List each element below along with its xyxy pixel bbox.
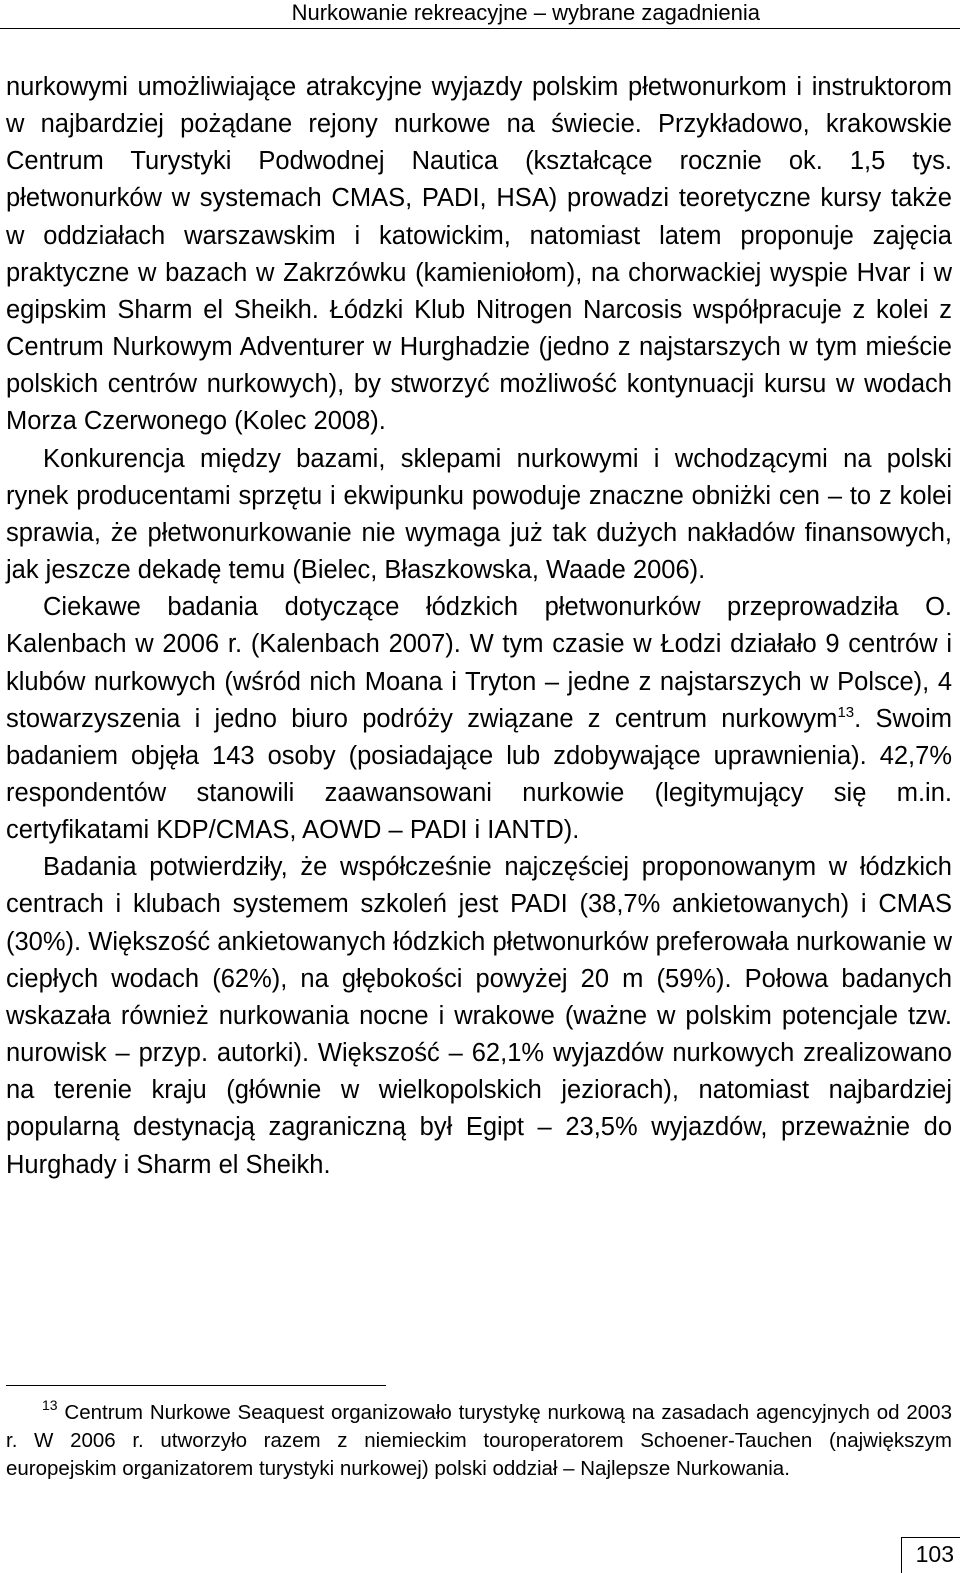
paragraph-2: Konkurencja między bazami, sklepami nurkowymi i wchodzącymi na polski rynek producentami sprzętu i ekwipunku powoduje znaczne obniżki cen – to z kolei sprawia, że płetwonurkowanie nie wymaga już tak dużych nakładów finansowych, jak jeszcze dekadę temu (Bielec, Błaszkowska, Waade 2006). — [6, 444, 952, 585]
paragraph-3 — [6, 589, 952, 849]
paragraph-4: Badania potwierdziły, że współcześnie najczęściej proponowanym w łódzkich centrach i klubach systemem szkoleń jest PADI (38,7% ankietowanych) i CMAS (30%). Większość ankietowanych łódzkich płetwonurków preferowała nurkowanie w ciepłych wodach (62%), na głębokości powyżej 20 m (59%). Połowa badanych wskazała również nurkowania nocne i wrakowe (ważne w polskim potencjale tzw. nurowisk – przyp. autorki). Większość – 62,1% wyjazdów nurkowych zrealizowano na terenie kraju (głównie w wielkopolskich jeziorach), natomiast najbardziej popularną destynacją zagraniczną był Egipt – 23,5% wyjazdów, przeważnie do Hurghady i Sharm el Sheikh. — [6, 853, 952, 1179]
running-header — [0, 0, 960, 29]
paragraph-3-text-end: . Swoim badaniem objęła 143 osoby (posiadające lub zdobywające uprawnienia). 42,7% respondentów stanowili zaawansowani nurkowie (legitymujący się m.in. certyfikatami KDP/CMAS, AOWD – PADI i IANTD). — [6, 704, 953, 845]
body-text — [6, 69, 952, 1184]
paragraph-1: nurkowymi umożliwiające atrakcyjne wyjazdy polskim płetwonurkom i instruktorom w najbardziej pożądane rejony nurkowe na świecie. Przykładowo, krakowskie Centrum Turystyki Podwodnej Nautica (kształcące rocznie ok. 1,5 tys. płetwonurków w systemach CMAS, PADI, HSA) prowadzi teoretyczne kursy także w oddziałach warszawskim i katowickim, natomiast latem proponuje zajęcia praktyczne w bazach w Zakrzówku (kamieniołom), na chorwackiej wyspie Hvar i w egipskim Sharm el Sheikh. Łódzki Klub Nitrogen Narcosis współpracuje z kolei z Centrum Nurkowym Adventurer w Hurghadzie (jedno z najstarszych w tym mieście polskich centrów nurkowych), by stworzyć możliwość kontynuacji kursu w wodach Morza Czerwonego (Kolec 2008). — [6, 73, 952, 436]
footnote-number: 13 — [42, 1397, 58, 1413]
paragraph-3-text-start: Ciekawe badania dotyczące łódzkich płetwonurków przeprowadziła O. Kalenbach w 2006 r. (Kalenbach 2007). W tym czasie w Łodzi działało 9 centrów i klubów nurkowych (wśród nich Moana i Tryton – jedne z najstarszych w Polsce), 4 stowarzyszenia i jedno biuro podróży związane z centrum nurkowym — [6, 593, 952, 733]
footnote — [6, 1399, 952, 1484]
footnote-separator — [6, 1385, 386, 1386]
page-number: 103 — [915, 1541, 954, 1567]
page-number-box — [901, 1537, 960, 1573]
footnote-reference[interactable]: 13 — [837, 703, 855, 721]
running-title: Nurkowanie rekreacyjne – wybrane zagadnienia — [291, 0, 760, 25]
footnote-text: Centrum Nurkowe Seaquest organizowało turystykę nurkową na zasadach agencyjnych od 2003 r. W 2006 r. utworzyło razem z niemieckim touroperatorem Schoener-Tauchen (największym europejskim organizatorem turystyki nurkowej) polski oddział – Najlepsze Nurkowania. — [6, 1401, 952, 1481]
